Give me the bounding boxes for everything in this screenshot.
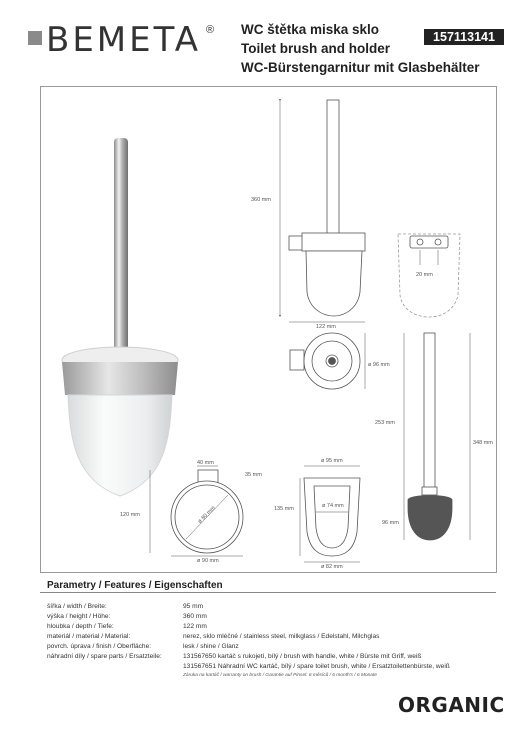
- param-label: hloubka / depth / Tiefe:: [47, 623, 114, 630]
- param-value: lesk / shine / Glanz: [183, 643, 239, 650]
- param-value: 122 mm: [183, 623, 207, 630]
- holder-view: [150, 466, 243, 556]
- dim-front-width: 122 mm: [316, 324, 336, 330]
- top-view: [290, 333, 365, 389]
- dim-top-diameter: ø 96 mm: [368, 362, 390, 368]
- dim-brush-head: 96 mm: [382, 520, 399, 526]
- param-value: 131567651 Náhradní WC kartáč, bílý / spare toilet brush, white / Ersatztoilettenbürste, weiß: [183, 663, 450, 670]
- dim-side-holes: 20 mm: [416, 272, 433, 278]
- dim-holder-offset: 35 mm: [245, 472, 262, 478]
- title-cz: WC štětka miska sklo: [241, 22, 380, 37]
- title-de: WC-Bürstengarnitur mit Glasbehälter: [241, 60, 480, 75]
- param-label: šířka / width / Breite:: [47, 603, 107, 610]
- param-label: výška / height / Höhe:: [47, 613, 111, 620]
- product-code: 157113141: [424, 29, 504, 45]
- dim-brush-total: 348 mm: [473, 440, 493, 446]
- brand-logo: BEMETA: [46, 20, 202, 60]
- param-label: materiál / material / Material:: [47, 633, 131, 640]
- front-view: [280, 100, 365, 322]
- param-value: 360 mm: [183, 613, 207, 620]
- dim-holder-outer: ø 90 mm: [197, 558, 219, 564]
- dim-brush-height: 253 mm: [375, 420, 395, 426]
- param-label: povrch. úprava / finish / Oberfläche:: [47, 643, 152, 650]
- product-photo: [62, 138, 178, 496]
- param-value: nerez, sklo mléčné / stainless steel, milkglass / Edelstahl, Milchglas: [183, 633, 380, 640]
- dim-front-height: 360 mm: [251, 197, 271, 203]
- dim-glass-bottom: ø 82 mm: [321, 564, 343, 570]
- dim-holder-inner: ø 80 mm: [197, 505, 217, 525]
- brush-view: [404, 333, 470, 540]
- dim-glass-height: 135 mm: [274, 506, 294, 512]
- registered-mark: ®: [206, 24, 215, 36]
- title-en: Toilet brush and holder: [241, 41, 391, 56]
- dim-holder-height: 120 mm: [120, 512, 140, 518]
- params-divider: [40, 592, 496, 593]
- warranty-note: Záruka na kartáč / warranty on brush / Garantie auf Pinsel: 6 měsíců / 6 month's / 6 Monate: [183, 673, 377, 678]
- dim-glass-inner: ø 74 mm: [322, 503, 344, 509]
- dim-holder-width: 40 mm: [197, 460, 214, 466]
- glass-section: [300, 466, 360, 562]
- param-value: 131567650 kartáč s rukojetí, bílý / brush with handle, white / Bürste mit Griff, weiß: [183, 653, 422, 660]
- series-name: ORGANIC: [398, 693, 505, 717]
- param-value: 95 mm: [183, 603, 204, 610]
- dim-glass-top: ø 95 mm: [321, 458, 343, 464]
- param-label: náhradní díly / spare parts / Ersatzteile:: [47, 653, 162, 660]
- params-title: Parametry / Features / Eigenschaften: [47, 580, 223, 591]
